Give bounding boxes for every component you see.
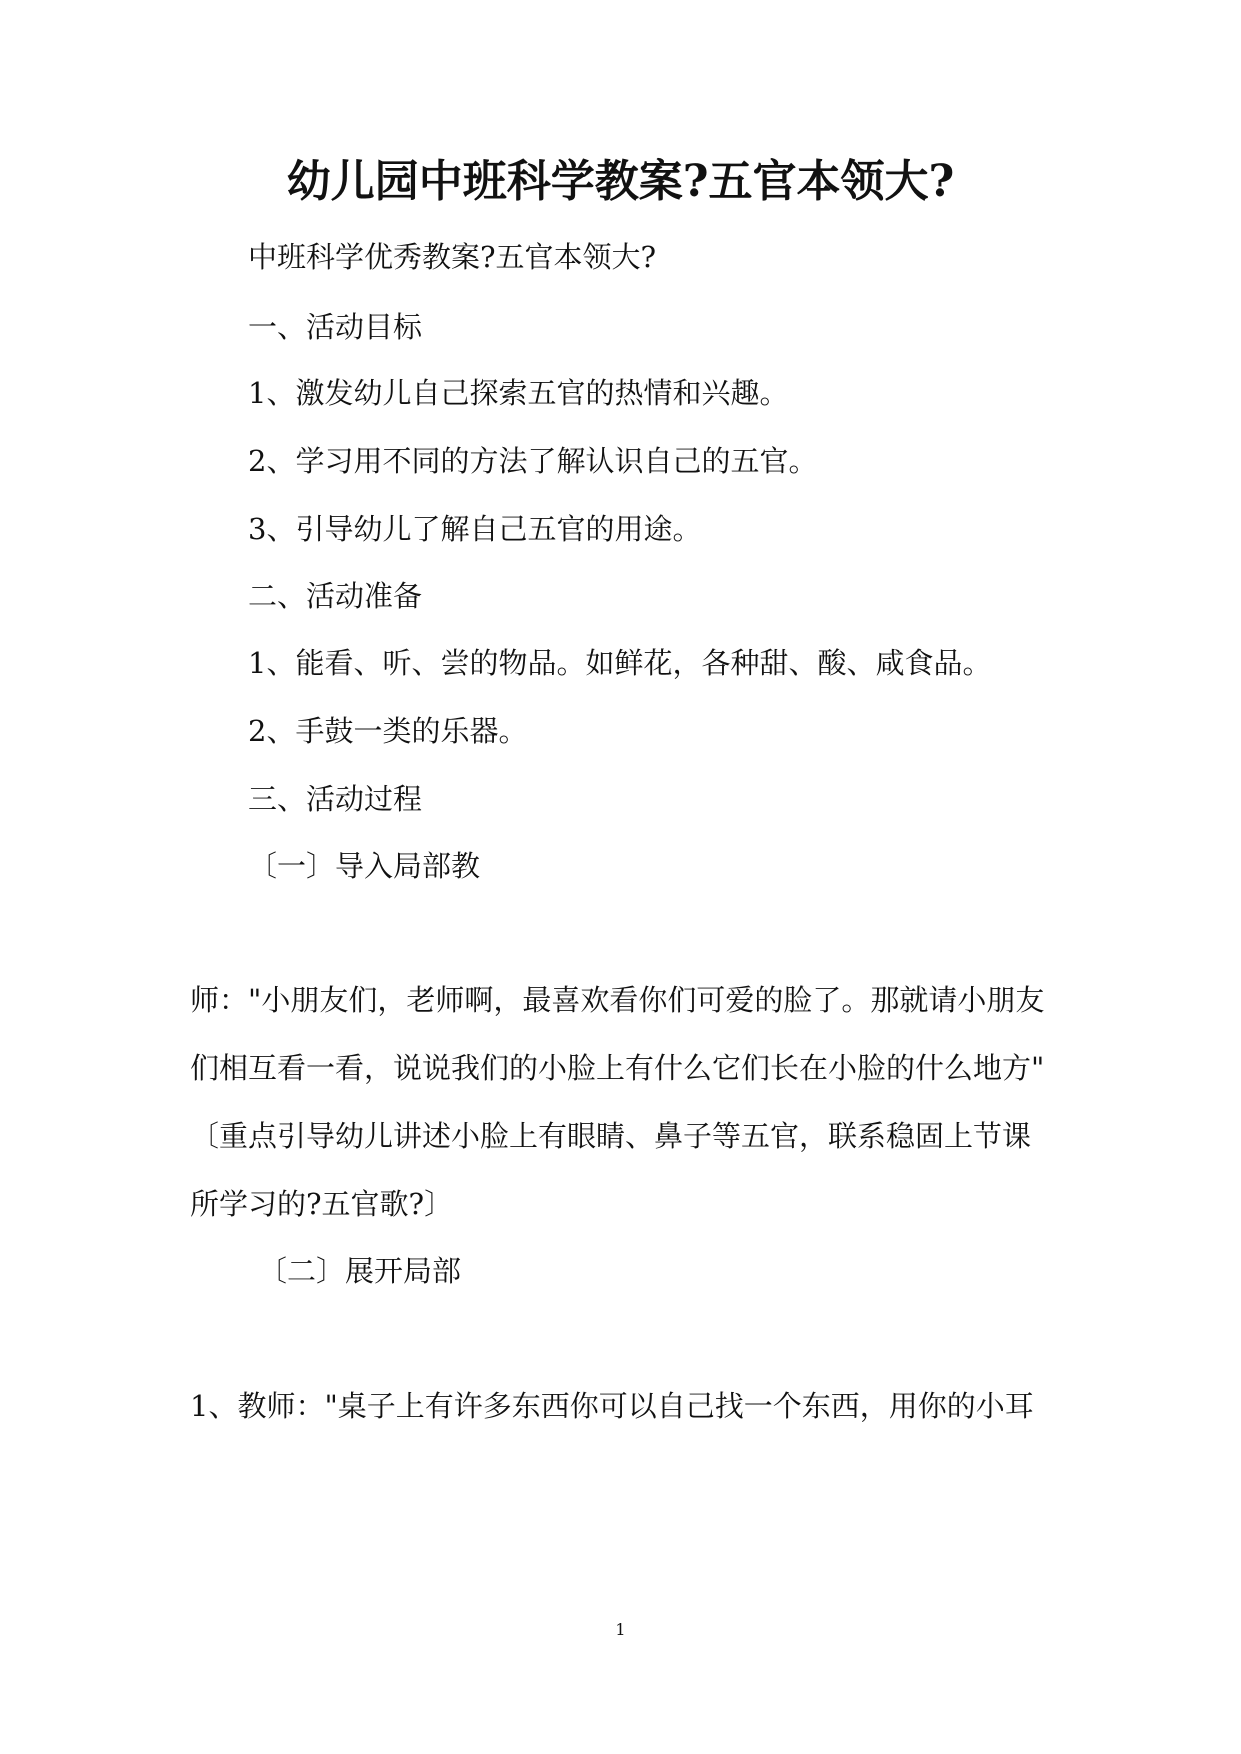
goal-item-1: 1、激发幼儿自己探索五官的热情和兴趣。 bbox=[248, 376, 789, 410]
section-heading-goals: 一、活动目标 bbox=[248, 310, 423, 344]
paragraph-1-line-4: 所学习的?五官歌?〕 bbox=[190, 1187, 454, 1221]
page-number: 1 bbox=[615, 1620, 626, 1639]
paragraph-1-line-1: 师："小朋友们，老师啊，最喜欢看你们可爱的脸了。那就请小朋友 bbox=[190, 983, 1045, 1017]
paragraph-1-line-3: 〔重点引导幼儿讲述小脸上有眼睛、鼻子等五官，联系稳固上节课 bbox=[190, 1119, 1032, 1153]
process-part-2-heading: 〔二〕展开局部 bbox=[258, 1254, 462, 1288]
goal-item-3: 3、引导幼儿了解自己五官的用途。 bbox=[248, 512, 702, 546]
document-subtitle: 中班科学优秀教案?五官本领大? bbox=[248, 240, 657, 274]
section-heading-process: 三、活动过程 bbox=[248, 782, 423, 816]
preparation-item-2: 2、手鼓一类的乐器。 bbox=[248, 714, 528, 748]
goal-item-2: 2、学习用不同的方法了解认识自己的五官。 bbox=[248, 444, 818, 478]
section-heading-preparation: 二、活动准备 bbox=[248, 579, 423, 613]
preparation-item-1: 1、能看、听、尝的物品。如鲜花，各种甜、酸、咸食品。 bbox=[248, 646, 992, 680]
paragraph-2-line-1: 1、教师："桌子上有许多东西你可以自己找一个东西，用你的小耳 bbox=[190, 1389, 1034, 1423]
process-part-1-heading: 〔一〕导入局部教 bbox=[248, 849, 481, 883]
document-title: 幼儿园中班科学教案?五官本领大? bbox=[286, 156, 955, 207]
paragraph-1-line-2: 们相互看一看，说说我们的小脸上有什么它们长在小脸的什么地方" bbox=[190, 1051, 1045, 1085]
